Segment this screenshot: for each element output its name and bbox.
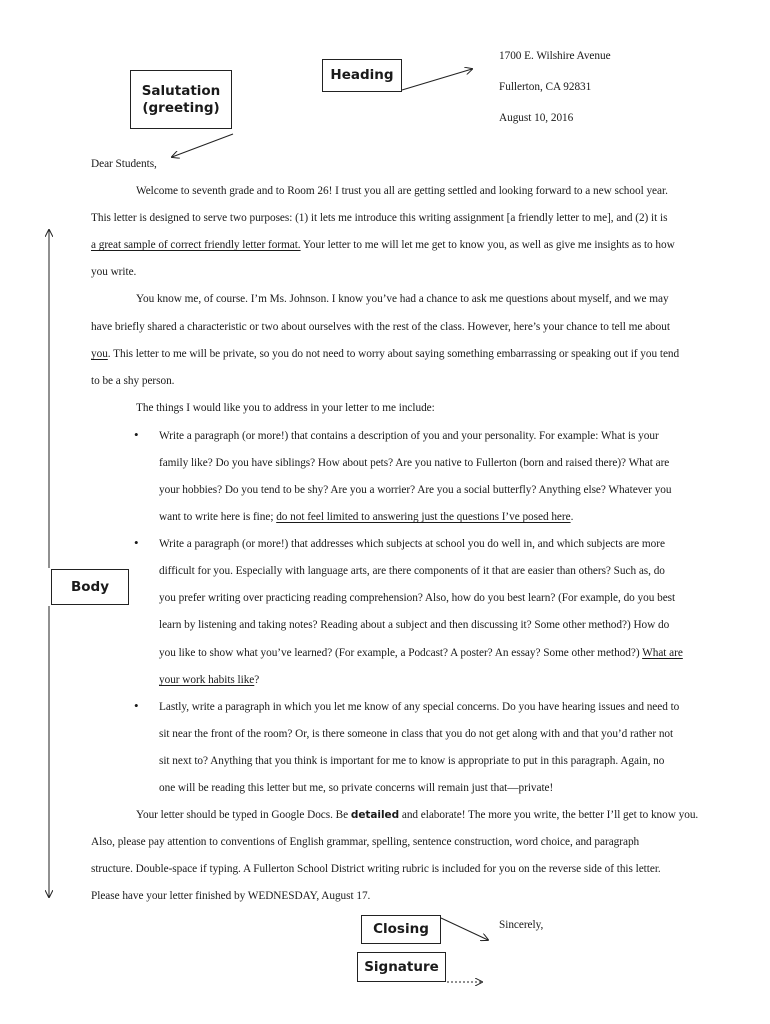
- heading-label-text: Heading: [330, 67, 394, 83]
- p4-line2: Also, please pay attention to conventions of English grammar, spelling, sentence construction, word choice, and paragraph: [91, 836, 640, 848]
- bullet1-line3: your hobbies? Do you tend to be shy? Are you a worrier? Are you a social butterfly? Anything else? Whatever you: [159, 484, 672, 496]
- bullet2-line5: [159, 646, 683, 660]
- p4-bold-detailed: detailed: [350, 809, 400, 821]
- p1-line1: Welcome to seventh grade and to Room 26! I trust you all are getting settled and looking forward to a new school year.: [136, 185, 668, 197]
- bullet1-line2: family like? Do you have siblings? How about pets? Are you native to Fullerton (born and raised there)? What are: [159, 457, 670, 469]
- heading-arrow: [402, 69, 472, 90]
- address-line-1: 1700 E. Wilshire Avenue: [499, 50, 611, 62]
- p2-line3: [91, 347, 679, 361]
- bullet2-line3: you prefer writing over practicing reading comprehension? Also, how do you best learn? (For example, do you best: [159, 592, 676, 604]
- bullet2-line6: [159, 673, 259, 687]
- p2-line3-rest: . This letter to me will be private, so you do not need to worry about saying something embarrassing or speaking out if you tend: [107, 348, 680, 360]
- p2-line4: to be a shy person.: [91, 375, 175, 387]
- bullet2-line4: learn by listening and taking notes? Reading about a subject and then discussing it? Some other method?) How do: [159, 619, 670, 631]
- closing-arrow: [441, 918, 488, 940]
- bullet1-line1: Write a paragraph (or more!) that contains a description of you and your personality. For example: What is your: [159, 430, 659, 442]
- p3-line1: The things I would like you to address in your letter to me include:: [136, 402, 435, 414]
- p4-line1: [136, 808, 698, 822]
- closing-text: Sincerely,: [499, 919, 544, 931]
- p1-line3: [91, 238, 675, 252]
- letter-date: August 10, 2016: [499, 112, 574, 124]
- p2-underlined-you: you: [91, 348, 108, 360]
- bullet-2-marker: •: [134, 535, 139, 550]
- p1-line3-rest: Your letter to me will let me get to know you, as well as give me insights as to how: [300, 239, 675, 251]
- p4-line1-end: and elaborate! The more you write, the better I’ll get to know you.: [399, 809, 699, 821]
- p2-line1: You know me, of course. I’m Ms. Johnson. I know you’ve had a chance to ask me questions about myself, and we may: [136, 293, 669, 305]
- bullet2-underlined-work-habits: your work habits like: [159, 674, 255, 686]
- bullet1-line4: [159, 510, 573, 524]
- bullet2-line5-start: you like to show what you’ve learned? (For example, a Podcast? A poster? An essay? Some other method?): [159, 647, 643, 659]
- signature-label: [357, 952, 446, 982]
- bullet2-line6-end: ?: [254, 674, 260, 686]
- p1-line4: you write.: [91, 266, 137, 278]
- bullet1-underlined-phrase: do not feel limited to answering just the questions I’ve posed here: [276, 511, 571, 523]
- bullet2-line2: difficult for you. Especially with language arts, are there components of it that are easier than others? Such as, do: [159, 565, 665, 577]
- salutation-arrow: [172, 134, 233, 157]
- bullet3-line2: sit near the front of the room? Or, is there someone in class that you do not get along with and that you’d rather not: [159, 728, 674, 740]
- p2-line2: have briefly shared a characteristic or two about ourselves with the rest of the class. However, here’s your chance to tell me about: [91, 321, 670, 333]
- p4-line1-start: Your letter should be typed in Google Docs. Be: [136, 809, 351, 821]
- signature-label-text: Signature: [364, 958, 439, 975]
- salutation-label-line1: Salutation: [141, 82, 221, 99]
- body-label-text: Body: [70, 578, 110, 595]
- p1-line2: This letter is designed to serve two purposes: (1) it lets me introduce this writing assignment [a friendly letter to me], and (2) it is: [91, 212, 668, 224]
- bullet1-line4-start: want to write here is fine;: [159, 511, 277, 523]
- bullet-3-marker: •: [134, 698, 139, 713]
- body-label: [51, 569, 129, 605]
- closing-label: [361, 915, 441, 944]
- bullet3-line1: Lastly, write a paragraph in which you let me know of any special concerns. Do you have hearing issues and need to: [159, 701, 680, 713]
- heading-label: [322, 59, 402, 92]
- address-line-2: Fullerton, CA 92831: [499, 81, 592, 93]
- bullet3-line3: sit next to? Anything that you think is important for me to know is appropriate to put in this paragraph. Again, no: [159, 755, 665, 767]
- greeting: Dear Students,: [91, 158, 157, 170]
- p4-line4: Please have your letter finished by WEDNESDAY, August 17.: [91, 890, 371, 902]
- closing-label-text: Closing: [373, 921, 429, 937]
- salutation-label-line2: (greeting): [142, 99, 220, 116]
- p4-line3: structure. Double-space if typing. A Fullerton School District writing rubric is included for you on the reverse side of this letter.: [91, 863, 661, 875]
- bullet1-line4-end: .: [570, 511, 574, 523]
- bullet-1-marker: •: [134, 427, 139, 442]
- bullet3-line4: one will be reading this letter but me, so private concerns will remain just that—private!: [159, 782, 554, 794]
- salutation-label: [130, 70, 232, 129]
- bullet2-line1: Write a paragraph (or more!) that addresses which subjects at school you do well in, and which subjects are more: [159, 538, 665, 550]
- bullet2-underlined-what-are: What are: [642, 647, 683, 659]
- p1-underlined-phrase: a great sample of correct friendly letter format.: [91, 239, 301, 251]
